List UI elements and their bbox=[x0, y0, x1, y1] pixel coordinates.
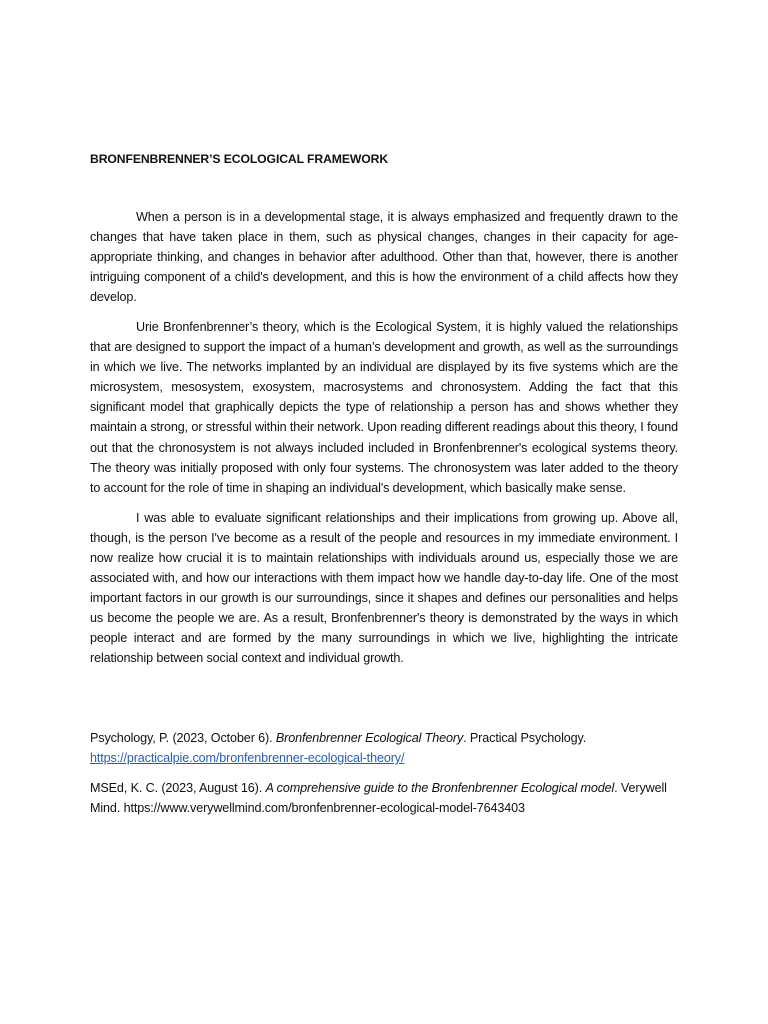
reference-list bbox=[90, 728, 680, 828]
body-paragraph-1: When a person is in a developmental stage, it is always emphasized and frequently drawn to the changes that have taken place in them, such as physical changes, changes in their capacity for age-appropriate thinking, and changes in behavior after adulthood. Other than that, however, there is another intriguing component of a child's development, and this is how the environment of a child affects how they develop. bbox=[90, 210, 678, 305]
body-paragraph-2: Urie Bronfenbrenner’s theory, which is the Ecological System, it is highly valued the relationships that are designed to support the impact of a human’s development and growth, as well as the surroundings in which we live. The networks implanted by an individual are displayed by its five systems which are the microsystem, mesosystem, exosystem, macrosystems and chronosystem. Adding the fact that this significant model that graphically depicts the type of relationship a person has and shows whether they maintain a strong, or stressful within their network. Upon reading different readings about this theory, I found out that the chronosystem is not always included included in Bronfenbrenner's ecological systems theory. The theory was initially proposed with only four systems. The chronosystem was later added to the theory to account for the role of time in shaping an individual's development, which basically make sense. bbox=[90, 320, 678, 495]
document-title: BRONFENBRENNER’S ECOLOGICAL FRAMEWORK bbox=[90, 152, 389, 166]
reference-2 bbox=[90, 778, 680, 818]
document-body bbox=[90, 207, 678, 678]
reference-2-work: A comprehensive guide to the Bronfenbrenner Ecological model bbox=[265, 781, 615, 795]
reference-2-suffix: . Verywell Mind. https://www.verywellmind.com/bronfenbrenner-ecological-model-7643403 bbox=[90, 781, 667, 815]
reference-2-prefix: MSEd, K. C. (2023, August 16). bbox=[90, 781, 266, 795]
reference-1-link[interactable]: https://practicalpie.com/bronfenbrenner-ecological-theory/ bbox=[90, 751, 405, 765]
reference-1-suffix: . Practical Psychology. bbox=[463, 731, 587, 745]
body-paragraph-3: I was able to evaluate significant relationships and their implications from growing up. Above all, though, is the person I've become as a result of the people and resources in my immediate environment. I now realize how crucial it is to maintain relationships with individuals around us, especially those we are associated with, and how our interactions with them impact how we handle day-to-day life. One of the most important factors in our growth is our surroundings, since it shapes and defines our personalities and helps us become the people we are. As a result, Bronfenbrenner's theory is demonstrated by the ways in which people interact and are formed by the many surroundings in which we live, highlighting the intricate relationship between social context and individual growth. bbox=[90, 510, 678, 665]
reference-1-prefix: Psychology, P. (2023, October 6). bbox=[90, 731, 276, 745]
reference-1-work: Bronfenbrenner Ecological Theory bbox=[275, 731, 464, 745]
reference-1 bbox=[90, 728, 680, 768]
